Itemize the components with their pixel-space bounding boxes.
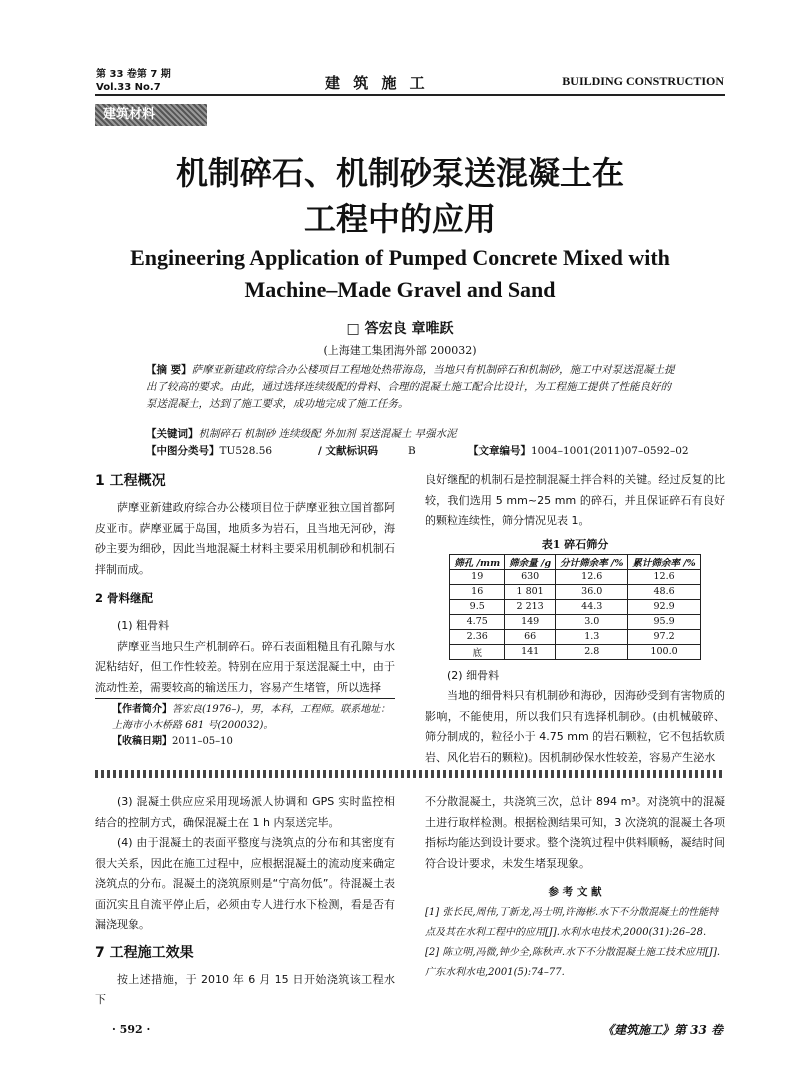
right-para-continued: 良好继配的机制石是控制混凝土拌合料的关键。经过反复的比较，我们选用 5 mm~25 mm 的碎石，并且保证碎石有良好的颗粒连续性，筛分情况见表 1。 <box>425 473 725 527</box>
table-row <box>450 599 700 614</box>
page-number: · 592 · <box>112 1023 151 1036</box>
table-cell: 3.0 <box>556 614 628 629</box>
footer-journal: 《建筑施工》第 33 卷 <box>602 1023 724 1037</box>
footnote-author-text: 答宏良(1976–)，男，本科，工程师。联系地址：上海市小木桥路 681 号(200032)。 <box>112 704 391 731</box>
table-row <box>450 644 700 659</box>
affiliation: (上海建工集团海外部 200032) <box>323 344 477 357</box>
doc-code-label: / 文献标识码 <box>318 445 378 457</box>
table-cell: 底 <box>450 644 505 659</box>
keywords-label: 【关键词】 <box>146 428 199 440</box>
article-id-label: 【文章编号】 <box>468 445 531 457</box>
table-row <box>450 569 700 584</box>
table-cell: 95.9 <box>628 614 700 629</box>
authors: □ 答宏良 章唯跃 <box>346 321 454 337</box>
column-badge: 建筑材料 <box>95 104 207 126</box>
keywords-text: 机制碎石 机制砂 连续级配 外加剂 泵送混凝土 早强水泥 <box>198 428 457 440</box>
table-cell: 1.3 <box>556 629 628 644</box>
footnote-rule <box>95 698 395 699</box>
table-cell: 2.36 <box>450 629 505 644</box>
table-cell: 630 <box>505 569 556 584</box>
table-cell: 48.6 <box>628 584 700 599</box>
footnote-date-label: 【收稿日期】 <box>112 736 172 747</box>
left-column-lower <box>95 792 395 1011</box>
abstract-label: 【摘 要】 <box>146 364 192 376</box>
title-cn-line2: 工程中的应用 <box>303 200 496 238</box>
decorative-divider <box>95 770 725 778</box>
journal-name-cn: 建 筑 施 工 <box>325 74 429 92</box>
footnote <box>112 702 397 750</box>
right-column-upper <box>425 470 725 768</box>
footnote-author-label: 【作者简介】 <box>112 704 172 715</box>
reference-2: [2] 陈立明,冯微,钟少全,陈秋声.水下不分散混凝土施工技术应用[J].广东水利水电,2001(5):74–77. <box>425 947 721 978</box>
table-cell: 97.2 <box>628 629 700 644</box>
section-1-para: 萨摩亚新建政府综合办公楼项目位于萨摩亚独立国首都阿皮亚市。萨摩亚属于岛国，地质多为岩石，且当地无河砂，海砂主要为细砂，因此当地混凝土材料主要采用机制砂和机制石拌制而成。 <box>95 501 395 576</box>
table-row <box>450 614 700 629</box>
title-en-line2: Machine–Made Gravel and Sand <box>244 277 556 302</box>
table-cell: 4.75 <box>450 614 505 629</box>
title-cn-line1: 机制碎石、机制砂泵送混凝土在 <box>175 154 624 192</box>
section-1-title: 1 工程概况 <box>95 473 166 489</box>
table-header-cell: 筛余量 /g <box>505 554 556 569</box>
volume-cn: 第 33 卷第 7 期 <box>96 69 171 80</box>
abstract-text: 萨摩亚新建政府综合办公楼项目工程地处热带海岛，当地只有机制碎石和机制砂，施工中对泵送混凝土提出了较高的要求。由此，通过选择连续级配的骨料、合理的混凝土施工配合比设计，为工程施工提供了性能良好的泵送混凝土，达到了施工要求，成功地完成了施工任务。 <box>146 364 675 410</box>
journal-name-en: BUILDING CONSTRUCTION <box>562 74 724 88</box>
table-cell: 2.8 <box>556 644 628 659</box>
section-7-title: 7 工程施工效果 <box>95 944 194 961</box>
section-2-title: 2 骨料继配 <box>95 591 154 605</box>
header-rule <box>95 94 725 96</box>
table-header-cell: 分计筛余率 /% <box>556 554 628 569</box>
footnote-author <box>112 702 397 734</box>
reference-1: [1] 张长民,周伟,丁新龙,冯士明,许海彬.水下不分散混凝土的性能特点及其在水利工程中的应用[J].水利水电技术,2000(31):26–28. <box>425 907 719 938</box>
item-4-para: (4) 由于混凝土的表面平整度与浇筑点的分布和其密度有很大关系，因此在施工过程中，应根据混凝土的流动度来确定浇筑点的分布。混凝土的浇筑原则是“宁高勿低”。待混凝土表面沉实且自流平停止后，必须由专人进行水下检测，看是否有漏浇现象。 <box>95 836 395 931</box>
table-cell: 141 <box>505 644 556 659</box>
title-en-line1: Engineering Application of Pumped Concrete Mixed with <box>130 245 670 270</box>
table-cell: 2 213 <box>505 599 556 614</box>
article-meta <box>146 426 706 460</box>
section-7-para: 按上述措施，于 2010 年 6 月 15 日开始浇筑该工程水下 <box>95 972 395 1006</box>
table-cell: 19 <box>450 569 505 584</box>
table-cell: 12.6 <box>556 569 628 584</box>
table-cell: 100.0 <box>628 644 700 659</box>
table-cell: 12.6 <box>628 569 700 584</box>
table-row <box>450 629 700 644</box>
table-cell: 92.9 <box>628 599 700 614</box>
classification-line <box>146 443 706 460</box>
table-cell: 149 <box>505 614 556 629</box>
fine-aggregate-para: 当地的细骨料只有机制砂和海砂，因海砂受到有害物质的影响，不能使用，所以我们只有选择机制砂。(由机械破碎、筛分制成的，粒径小于 4.75 mm 的岩石颗粒，它不包括软质岩、风化岩石的颗粒)。因机制砂保水性较差，容易产生泌水 <box>425 689 725 764</box>
footnote-date-text: 2011–05–10 <box>172 736 233 747</box>
table-cell: 66 <box>505 629 556 644</box>
table-caption: 表1 碎石筛分 <box>541 537 609 551</box>
section-2-sub1: (1) 粗骨料 <box>117 619 170 632</box>
references-title: 参 考 文 献 <box>548 886 602 898</box>
right-column-lower <box>425 792 725 983</box>
clc-label: 【中图分类号】 <box>146 445 220 457</box>
table-body <box>450 569 700 659</box>
section-2-para: 萨摩亚当地只生产机制碎石。碎石表面粗糙且有孔隙与水泥粘结好，但工作性较差。特别在应用于泵送混凝土中，由于流动性差，需要较高的输送压力，容易产生堵管，所以选择 <box>95 639 395 694</box>
table-header-row <box>450 554 700 569</box>
table-cell: 44.3 <box>556 599 628 614</box>
abstract <box>146 362 676 413</box>
fine-aggregate-sub: (2) 细骨料 <box>447 668 500 682</box>
table-cell: 9.5 <box>450 599 505 614</box>
article-id-value: 1004–1001(2011)07–0592–02 <box>531 445 689 457</box>
table-row <box>450 584 700 599</box>
sieve-table <box>449 554 700 660</box>
keywords <box>146 426 706 443</box>
table-header-cell: 筛孔 /mm <box>450 554 505 569</box>
footnote-date <box>112 734 397 750</box>
journal-volume <box>96 68 171 94</box>
table-cell: 36.0 <box>556 584 628 599</box>
item-3-para: (3) 混凝土供应应采用现场派人协调和 GPS 实时监控相结合的控制方式，确保混凝土在 1 h 内泵送完毕。 <box>95 795 395 829</box>
volume-en: Vol.33 No.7 <box>96 82 161 93</box>
table-cell: 16 <box>450 584 505 599</box>
clc-value: TU528.56 <box>219 445 273 457</box>
table-cell: 1 801 <box>505 584 556 599</box>
left-column-upper <box>95 470 395 698</box>
results-para: 不分散混凝土，共浇筑三次，总计 894 m³。对浇筑中的混凝土进行取样检测。根据检测结果可知，3 次浇筑的混凝土各项指标均能达到设计要求。整个浇筑过程中供料顺畅，凝结时间符合设计要求，未发生堵泵现象。 <box>425 795 725 870</box>
table-header-cell: 累计筛余率 /% <box>628 554 700 569</box>
doc-code-value: B <box>408 445 416 457</box>
